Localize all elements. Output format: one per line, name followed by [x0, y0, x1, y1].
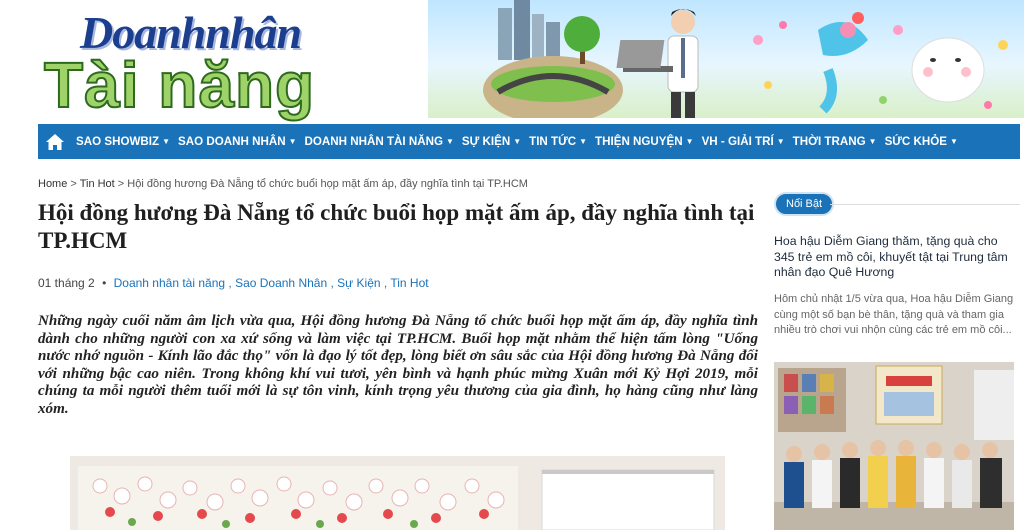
site-logo[interactable] — [40, 4, 340, 121]
sidebar-divider — [830, 204, 1020, 205]
article-title: Hội đồng hương Đà Nẵng tổ chức buổi họp mặt ấm áp, đầy nghĩa tình tại TP.HCM — [38, 200, 755, 253]
article-date: 01 tháng 2 — [38, 276, 95, 290]
nav-item-sao-showbiz[interactable]: SAO SHOWBIZ ▼ — [76, 135, 171, 148]
breadcrumb-section[interactable]: Tin Hot — [79, 178, 115, 190]
breadcrumb-separator: > — [67, 178, 80, 190]
breadcrumb — [38, 178, 528, 190]
nav-item-vh-giai-tri[interactable]: VH - GIẢI TRÍ ▼ — [701, 135, 785, 148]
sidebar-post-excerpt: Hôm chủ nhật 1/5 vừa qua, Hoa hậu Diễm Giang cùng một số bạn bè thân, tặng quà và tham gia nhiều trò chơi vui nhộn cùng các trẻ em mồ côi... — [774, 293, 1014, 336]
nav-item-su-kien[interactable]: SỰ KIỆN ▼ — [461, 135, 522, 148]
sidebar-post-title[interactable]: Hoa hậu Diễm Giang thăm, tặng quà cho 345 trẻ em mồ côi, khuyết tật tại Trung tâm nhân đạo Quê Hương — [774, 234, 1008, 279]
home-icon[interactable] — [38, 124, 72, 159]
logo-line-2: Tài năng — [44, 49, 316, 121]
caret-down-icon: ▼ — [288, 137, 297, 146]
category-link[interactable]: Doanh nhân tài năng — [113, 276, 226, 290]
article-photo-image — [70, 456, 725, 530]
article-photo — [70, 456, 725, 530]
caret-down-icon: ▼ — [776, 137, 785, 146]
breadcrumb-separator: > — [114, 178, 128, 190]
caret-down-icon: ▼ — [950, 137, 958, 146]
breadcrumb-home[interactable]: Home — [38, 178, 68, 190]
nav-item-doanh-nhan-tai-nang[interactable]: DOANH NHÂN TÀI NĂNG ▼ — [304, 135, 454, 148]
sidebar-post-image[interactable] — [774, 362, 1014, 530]
meta-bullet: • — [102, 276, 107, 290]
nav-item-thoi-trang[interactable]: THỜI TRANG ▼ — [792, 135, 877, 148]
banner-illustration — [428, 0, 1024, 118]
sidebar-photo — [774, 362, 1014, 530]
caret-down-icon: ▼ — [513, 137, 522, 146]
category-link[interactable]: Sự Kiện — [337, 276, 381, 290]
article-lead: Những ngày cuối năm âm lịch vừa qua, Hội đồng hương Đà Nẵng tổ chức buổi họp mặt ấm áp, đầy nghĩa tình dành cho những người con xa xứ sống và làm việc tại TP.HCM. Buổi họp mặt nhằm thể hiện tấm lòng "Uống nước nhớ nguồn - Kính lão đắc thọ" vốn là đạo lý tốt đẹp, lòng biết ơn sâu sắc của Hội đồng hương Đà Nẵng đối với những bậc cao niên. Trong không khí vui tươi, yên bình và hạnh phúc mừng Xuân mới Kỷ Hợi 2019, mỗi chúng ta mỗi người thêm tuổi mới là sự tôn vinh, kính trọng yêu thương của gia đình, họ hàng cũng như làng xóm. — [38, 313, 758, 417]
nav-item-sao-doanh-nhan[interactable]: SAO DOANH NHÂN ▼ — [178, 135, 297, 148]
nav-item-thien-nguyen[interactable]: THIỆN NGUYỆN ▼ — [595, 135, 694, 148]
header-banner — [428, 0, 1024, 118]
caret-down-icon: ▼ — [446, 137, 454, 146]
nav-item-suc-khoe[interactable]: SỨC KHỎE ▼ — [884, 135, 958, 148]
category-link[interactable]: Tin Hot — [390, 276, 429, 290]
article-meta: 01 tháng 2 • Doanh nhân tài năng , Sao Doanh Nhân , Sự Kiện , Tin Hot — [38, 276, 429, 290]
logo-line-1: Doanhnhân — [80, 7, 302, 58]
caret-down-icon: ▼ — [868, 137, 877, 146]
caret-down-icon: ▼ — [579, 137, 588, 146]
caret-down-icon: ▼ — [685, 137, 694, 146]
main-navigation — [38, 124, 1020, 159]
caret-down-icon: ▼ — [162, 137, 171, 146]
breadcrumb-current: Hội đồng hương Đà Nẵng tổ chức buổi họp mặt ấm áp, đầy nghĩa tình tại TP.HCM — [127, 178, 528, 190]
category-link[interactable]: Sao Doanh Nhân — [235, 276, 328, 290]
featured-badge[interactable]: Nổi Bật — [774, 192, 834, 216]
site-header — [0, 0, 1024, 122]
nav-item-tin-tuc[interactable]: TIN TỨC ▼ — [529, 135, 588, 148]
